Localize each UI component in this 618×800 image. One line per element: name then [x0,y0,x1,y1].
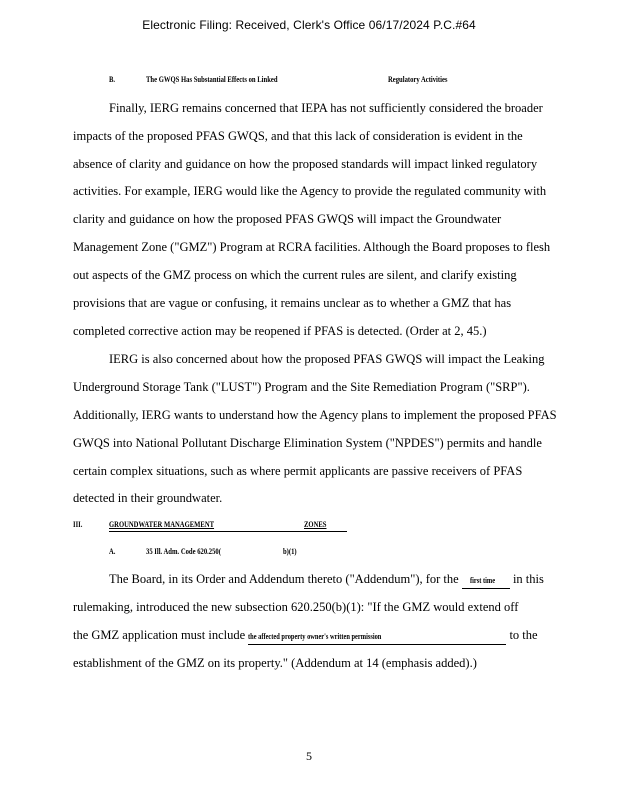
paragraph-3-line-3-end: to the [509,628,538,642]
paragraph-2-line-1: IERG is also concerned about how the proposed PFAS GWQS will impact the Leaking [109,352,545,366]
section-iii-label: III. [73,519,83,529]
paragraph-1-line-8: provisions that are vague or confusing, it remains unclear as to whether a GMZ that has [73,296,512,310]
section-b-title-end: Regulatory Activities [388,74,448,84]
paragraph-2-line-4: GWQS into National Pollutant Discharge Elimination System ("NPDES") permits and handle [73,436,542,450]
section-b-label: B. [109,74,116,84]
paragraph-3-line-1 [109,572,544,589]
page-number: 5 [306,749,312,763]
permission-blank [248,628,506,645]
paragraph-1-line-7: out aspects of the GMZ process on which the current rules are silent, and clarify existing [73,268,517,282]
section-b-title: The GWQS Has Substantial Effects on Linked [146,74,278,84]
permission-text: the affected property owner's written permission [248,632,382,641]
paragraph-3-line-1-end: in this [512,572,544,586]
paragraph-2-line-5: certain complex situations, such as where permit applicants are passive receivers of PFAS [73,464,523,478]
section-a-label: A. [109,546,116,556]
section-iii-title: GROUNDWATER MANAGEMENT [109,519,215,529]
section-a-title-end: b)(1) [283,546,297,556]
paragraph-3-line-1-text: The Board, in its Order and Addendum thereto ("Addendum"), for the [109,572,459,586]
paragraph-1-line-2: impacts of the proposed PFAS GWQS, and that this lack of consideration is evident in the [73,129,523,143]
paragraph-3-line-4: establishment of the GMZ on its property." (Addendum at 14 (emphasis added).) [73,656,477,670]
first-time-text: first time [470,576,496,585]
paragraph-1-line-1: Finally, IERG remains concerned that IEPA has not sufficiently considered the broader [109,101,543,115]
first-time-blank [462,572,510,589]
paragraph-1-line-3: absence of clarity and guidance on how the proposed standards will impact linked regulatory [73,157,538,171]
section-a-title: 35 Ill. Adm. Code 620.250( [146,546,221,556]
paragraph-1-line-4: activities. For example, IERG would like the Agency to provide the regulated community with [73,184,547,198]
section-iii-title-end: ZONES [304,519,327,529]
paragraph-3-line-2: rulemaking, introduced the new subsection 620.250(b)(1): "If the GMZ would extend off [73,600,519,614]
paragraph-1-line-6: Management Zone ("GMZ") Program at RCRA facilities. Although the Board proposes to flesh [73,240,551,254]
section-iii-underline [109,531,347,532]
paragraph-1-line-5: clarity and guidance on how the proposed PFAS GWQS will impact the Groundwater [73,212,502,226]
paragraph-3-line-3 [73,628,538,645]
filing-header: Electronic Filing: Received, Clerk's Office 06/17/2024 P.C.#64 [142,18,476,32]
paragraph-3-line-3-text: the GMZ application must include [73,628,246,642]
paragraph-2-line-6: detected in their groundwater. [73,491,223,505]
paragraph-2-line-2: Underground Storage Tank ("LUST") Program and the Site Remediation Program ("SRP"). [73,380,530,394]
paragraph-2-line-3: Additionally, IERG wants to understand how the Agency plans to implement the proposed PFAS [73,408,557,422]
paragraph-1-line-9: completed corrective action may be reopened if PFAS is detected. (Order at 2, 45.) [73,324,487,338]
